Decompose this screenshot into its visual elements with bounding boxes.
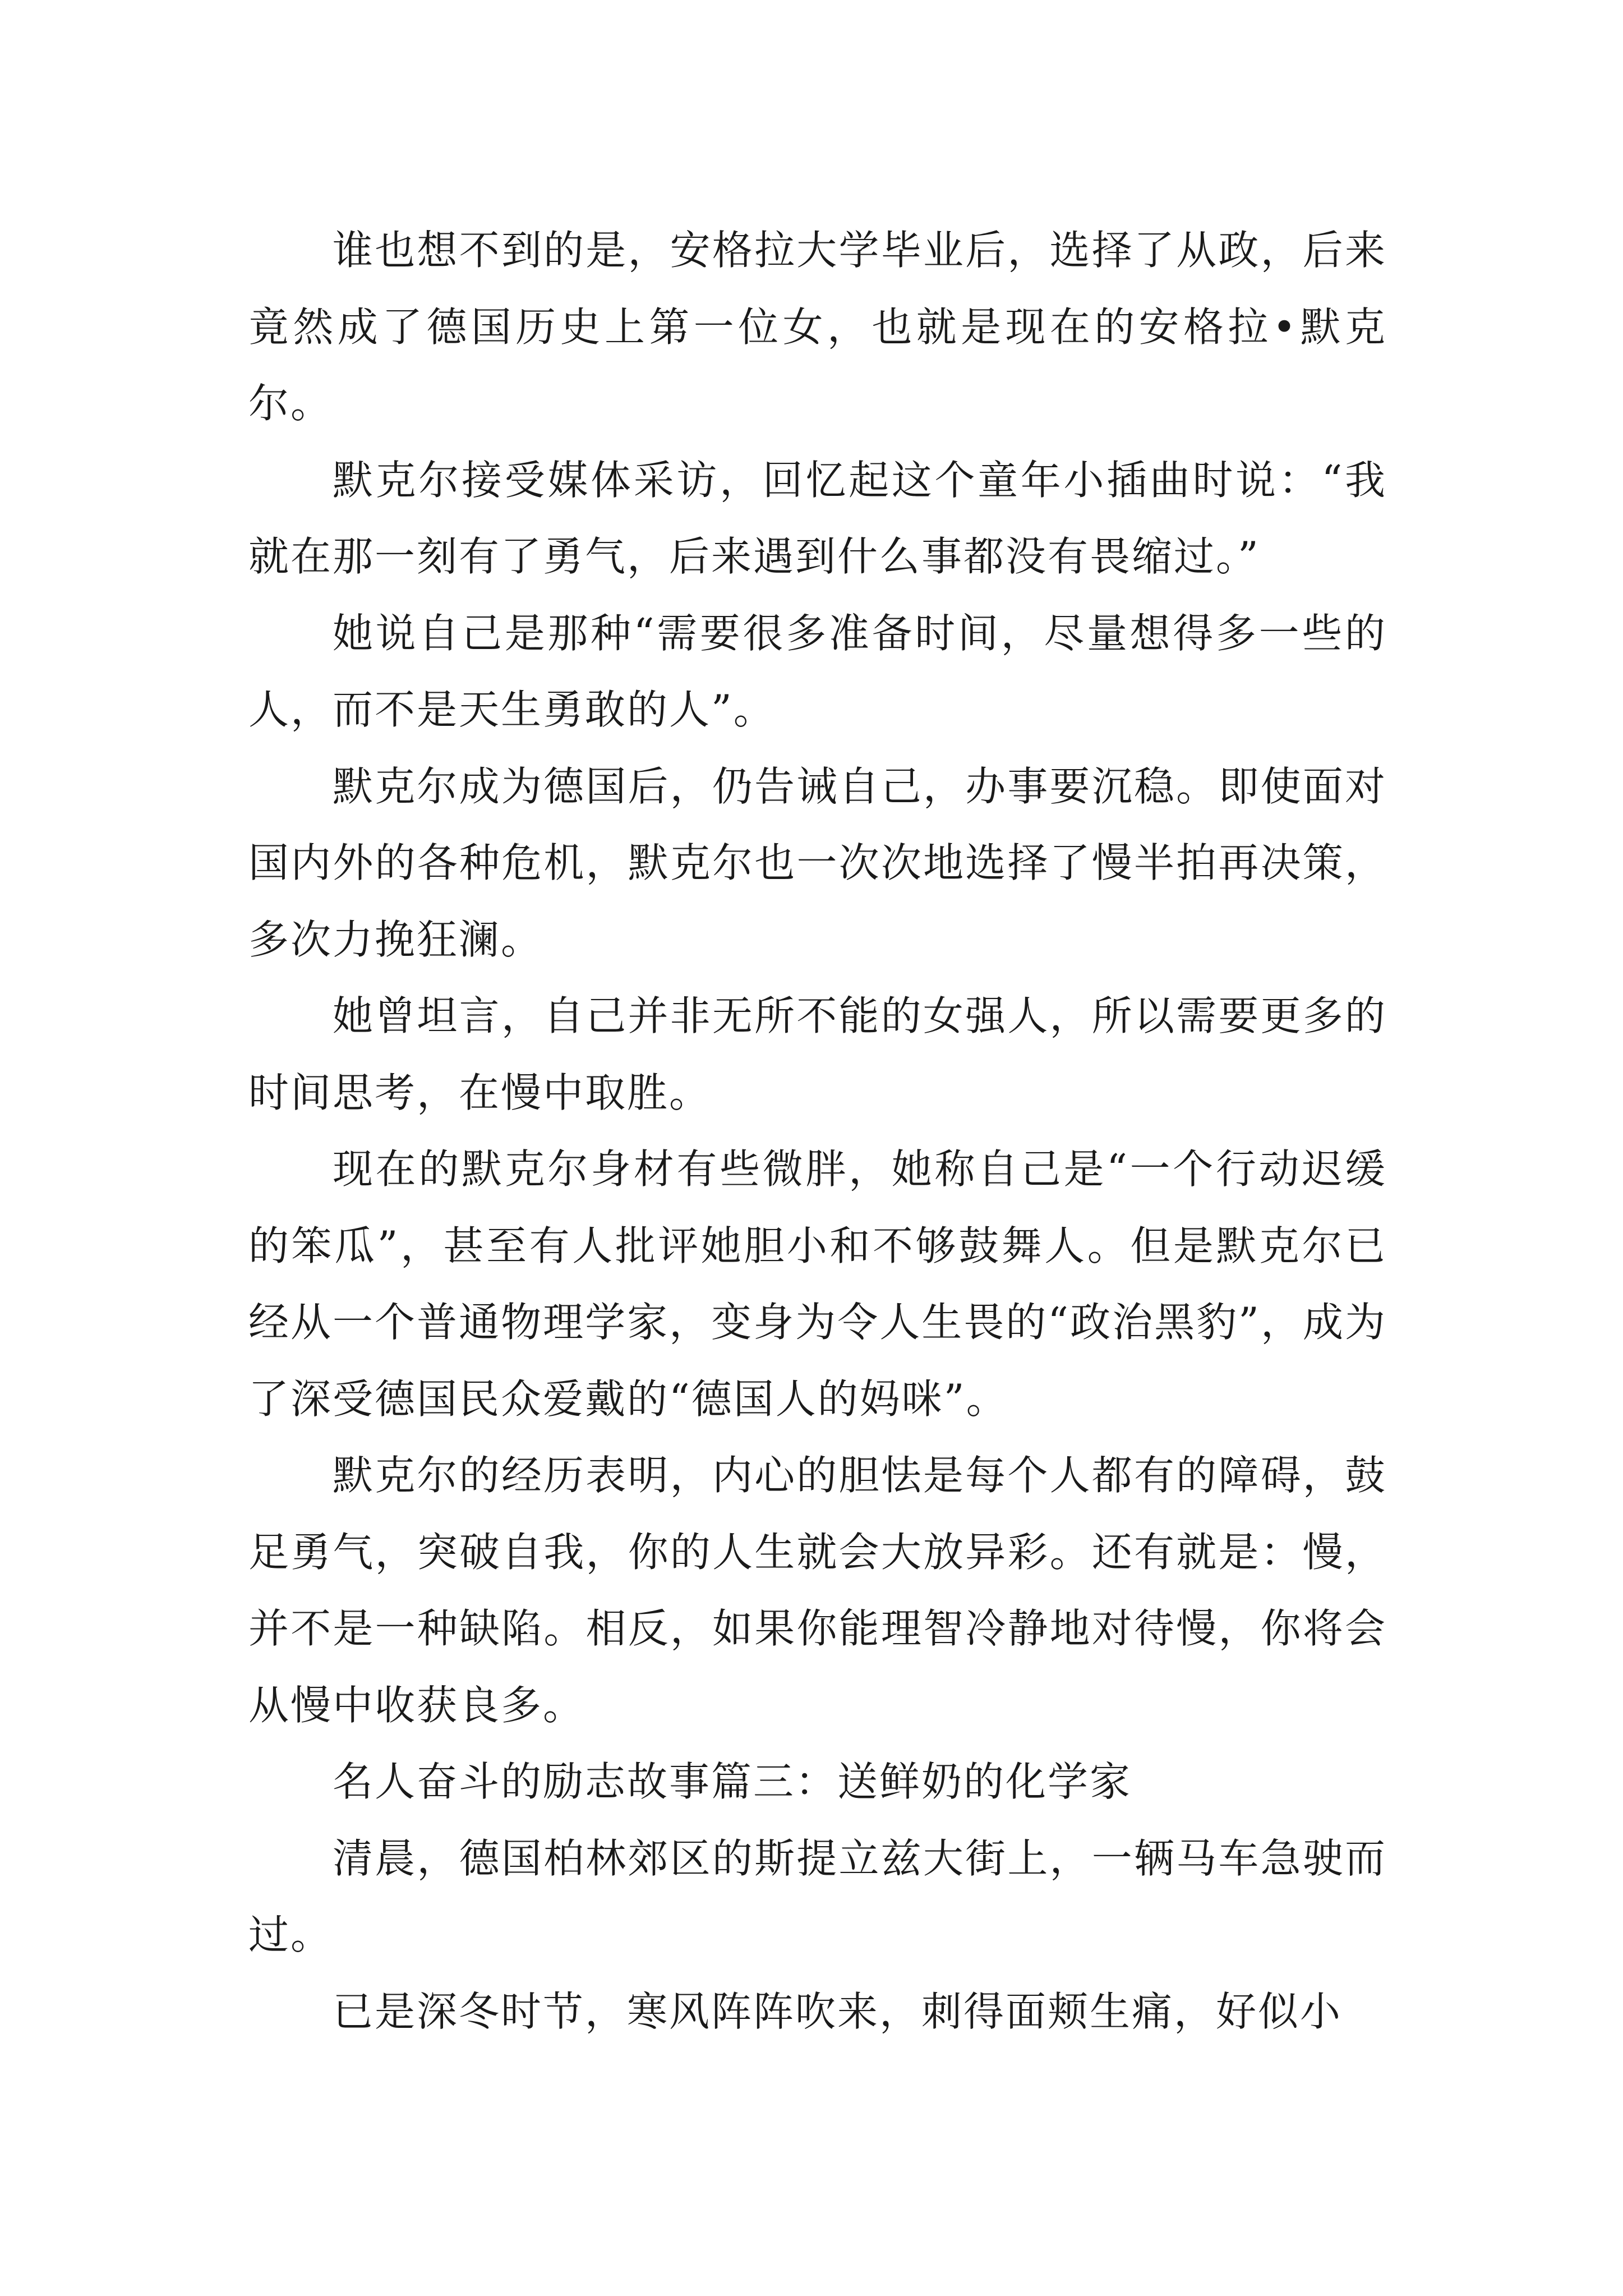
paragraph: 已是深冬时节，寒风阵阵吹来，刺得面颊生痛，好似小 [333, 1987, 1343, 2035]
paragraph: 默克尔成为德国后，仍告诫自己，办事要沉稳。即使面对国内外的各种危机，默克尔也一次次地选择了慢半拍再决策，多次力挽狂澜。 [248, 762, 1387, 963]
paragraph: 她说自己是那种“需要很多准备时间，尽量想得多一些的人，而不是天生勇敢的人”。 [248, 609, 1387, 733]
paragraph: 默克尔的经历表明，内心的胆怯是每个人都有的障碍，鼓足勇气，突破自我，你的人生就会大放异彩。还有就是：慢，并不是一种缺陷。相反，如果你能理智冷静地对待慢，你将会从慢中收获良多。 [248, 1452, 1387, 1729]
paragraph: 谁也想不到的是，安格拉大学毕业后，选择了从政，后来竟然成了德国历史上第一位女，也就是现在的安格拉•默克尔。 [248, 227, 1387, 427]
paragraph: 她曾坦言，自己并非无所不能的女强人，所以需要更多的时间思考，在慢中取胜。 [248, 992, 1387, 1116]
paragraph: 清晨，德国柏林郊区的斯提立兹大街上，一辆马车急驶而过。 [248, 1834, 1387, 1958]
section-heading: 名人奋斗的励志故事篇三：送鲜奶的化学家 [333, 1758, 1132, 1805]
paragraph: 默克尔接受媒体采访，回忆起这个童年小插曲时说：“我就在那一刻有了勇气，后来遇到什么事都没有畏缩过。” [248, 456, 1387, 580]
document-body [248, 212, 1387, 2050]
paragraph: 现在的默克尔身材有些微胖，她称自己是“一个行动迟缓的笨瓜”，甚至有人批评她胆小和不够鼓舞人。但是默克尔已经从一个普通物理学家，变身为令人生畏的“政治黑豹”，成为了深受德国民众爱戴的“德国人的妈咪”。 [248, 1145, 1387, 1423]
